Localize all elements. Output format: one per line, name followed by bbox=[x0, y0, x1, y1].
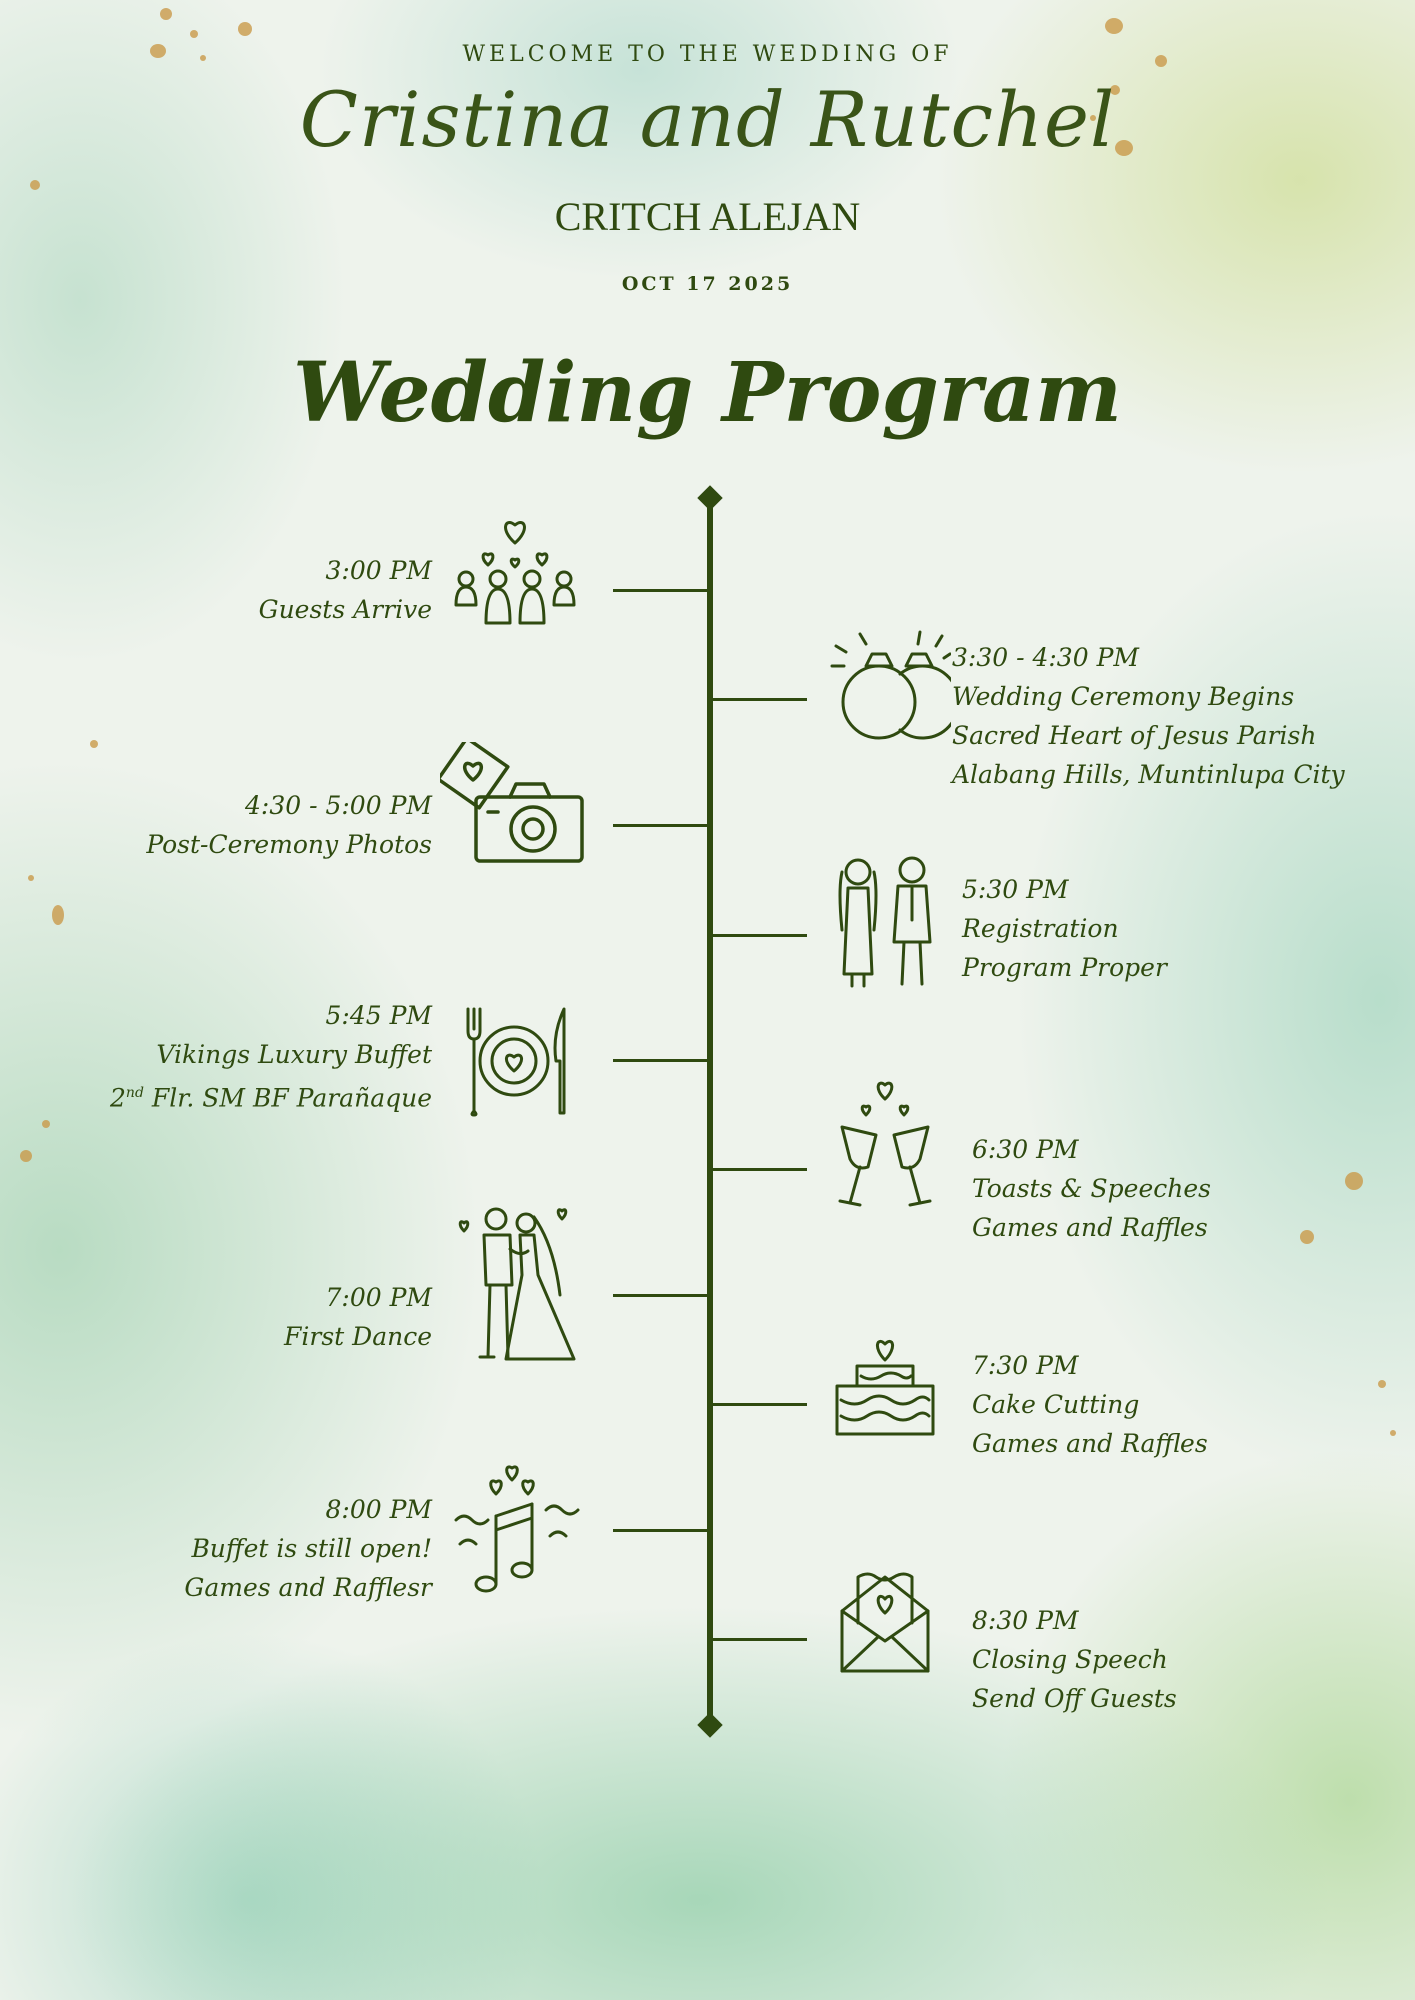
event-time: 5:30 PM bbox=[962, 875, 1069, 904]
music-notes-icon bbox=[450, 1460, 580, 1600]
event-detail: 2nd Flr. SM BF Parañaque bbox=[110, 1083, 432, 1113]
timeline-tick bbox=[712, 1403, 807, 1406]
event-time: 4:30 - 5:00 PM bbox=[245, 791, 432, 820]
wedding-date: OCT 17 2025 bbox=[621, 273, 794, 295]
event-detail: Games and Raffles bbox=[972, 1213, 1208, 1242]
event-first-dance bbox=[284, 1278, 432, 1356]
wedding-cake-icon bbox=[833, 1330, 938, 1440]
timeline-bottom-diamond bbox=[697, 1712, 722, 1737]
event-detail: Guests Arrive bbox=[258, 595, 432, 624]
event-detail: Vikings Luxury Buffet bbox=[156, 1040, 432, 1069]
dancing-couple-icon bbox=[450, 1205, 580, 1365]
event-detail: Cake Cutting bbox=[972, 1390, 1140, 1419]
timeline-tick bbox=[613, 824, 708, 827]
timeline-tick bbox=[613, 1059, 708, 1062]
event-detail: Post-Ceremony Photos bbox=[146, 830, 432, 859]
timeline-tick bbox=[712, 1638, 807, 1641]
event-ceremony bbox=[952, 638, 1345, 794]
timeline-top-diamond bbox=[697, 485, 722, 510]
event-detail: Program Proper bbox=[962, 953, 1167, 982]
event-time: 7:30 PM bbox=[972, 1351, 1079, 1380]
timeline-tick bbox=[712, 934, 807, 937]
event-time: 5:45 PM bbox=[325, 1001, 432, 1030]
wedding-rings-icon bbox=[826, 626, 951, 746]
event-detail: Sacred Heart of Jesus Parish bbox=[952, 721, 1317, 750]
timeline-tick bbox=[712, 1168, 807, 1171]
event-time: 6:30 PM bbox=[972, 1135, 1079, 1164]
event-detail: Wedding Ceremony Begins bbox=[952, 682, 1295, 711]
event-detail: Games and Rafflesr bbox=[184, 1573, 432, 1602]
envelope-heart-icon bbox=[838, 1567, 933, 1677]
event-time: 3:00 PM bbox=[325, 556, 432, 585]
program-title: Wedding Program bbox=[293, 345, 1122, 441]
event-detail: First Dance bbox=[284, 1322, 432, 1351]
event-time: 3:30 - 4:30 PM bbox=[952, 643, 1139, 672]
champagne-toast-icon bbox=[830, 1075, 940, 1210]
welcome-text: WELCOME TO THE WEDDING OF bbox=[462, 42, 953, 67]
event-registration bbox=[962, 870, 1167, 987]
event-detail: Games and Raffles bbox=[972, 1429, 1208, 1458]
timeline-tick bbox=[712, 698, 807, 701]
event-guests-arrive bbox=[259, 551, 432, 629]
event-cake-cutting bbox=[972, 1346, 1208, 1463]
event-time: 8:30 PM bbox=[972, 1606, 1079, 1635]
event-buffet-open bbox=[184, 1490, 432, 1607]
event-toasts bbox=[972, 1130, 1211, 1247]
event-time: 7:00 PM bbox=[325, 1283, 432, 1312]
camera-icon bbox=[440, 742, 590, 867]
couple-names: Cristina and Rutchel bbox=[299, 75, 1116, 164]
event-buffet bbox=[110, 996, 432, 1117]
timeline-tick bbox=[613, 1294, 708, 1297]
timeline-tick bbox=[613, 589, 708, 592]
event-detail: Registration bbox=[962, 914, 1119, 943]
timeline-line bbox=[707, 495, 713, 1725]
event-detail: Send Off Guests bbox=[972, 1684, 1177, 1713]
event-photos bbox=[146, 786, 432, 864]
guests-hearts-icon bbox=[450, 515, 580, 630]
timeline-tick bbox=[613, 1529, 708, 1532]
dinner-plate-icon bbox=[460, 1005, 572, 1117]
event-detail: Alabang Hills, Muntinlupa City bbox=[952, 760, 1345, 789]
event-detail: Closing Speech bbox=[972, 1645, 1168, 1674]
event-detail: Toasts & Speeches bbox=[972, 1174, 1211, 1203]
event-time: 8:00 PM bbox=[325, 1495, 432, 1524]
couple-nickname: CRITCH ALEJAN bbox=[554, 194, 861, 239]
event-closing bbox=[972, 1601, 1177, 1718]
bride-groom-icon bbox=[828, 850, 940, 990]
event-detail: Buffet is still open! bbox=[191, 1534, 432, 1563]
